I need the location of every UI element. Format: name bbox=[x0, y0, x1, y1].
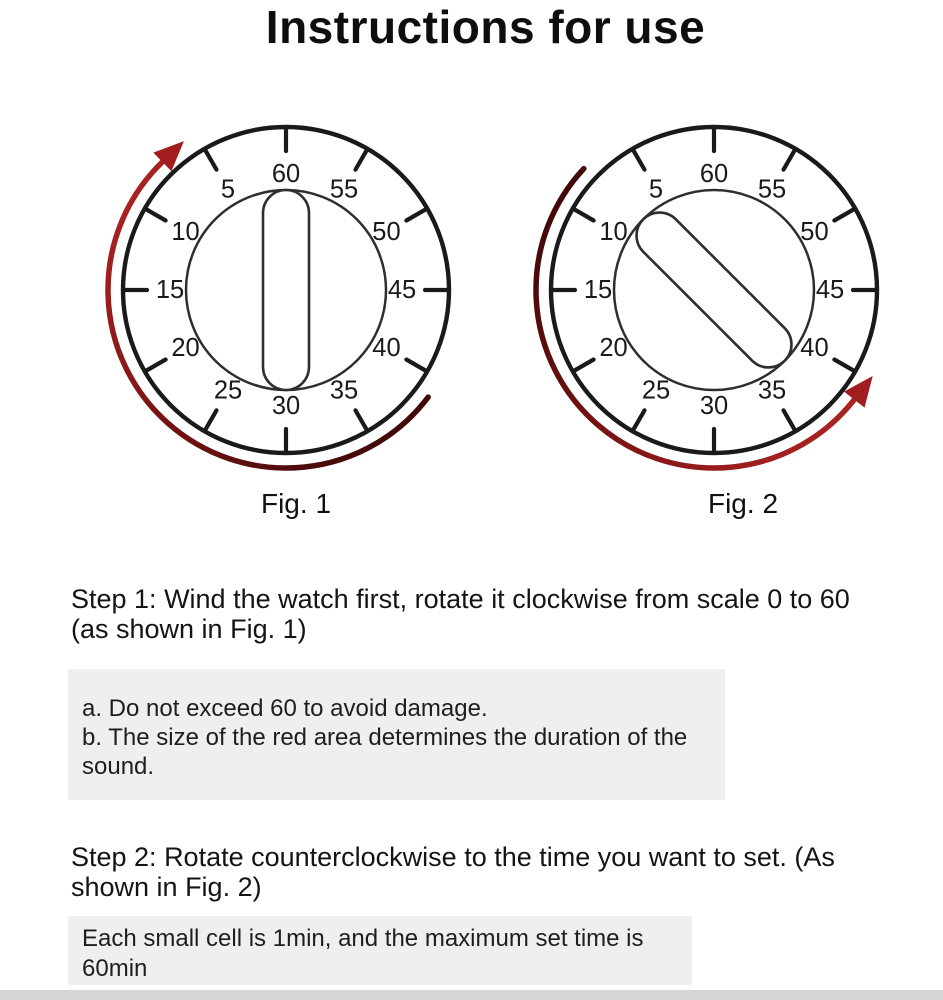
page-bottom-edge bbox=[0, 990, 943, 1000]
dial-scale-label: 40 bbox=[800, 334, 829, 362]
dial-scale-label: 35 bbox=[757, 376, 787, 405]
dial-scale-label: 35 bbox=[329, 376, 359, 405]
step-2-text bbox=[71, 842, 835, 902]
timer-dial-1-diagram bbox=[86, 105, 506, 505]
step-1-text bbox=[71, 584, 850, 644]
timer-knob bbox=[263, 190, 309, 390]
dial-tick bbox=[147, 360, 166, 371]
step-2-line-1: Step 2: Rotate counterclockwise to the time you want to set. (As bbox=[71, 842, 835, 872]
dial-tick bbox=[356, 410, 367, 429]
dial-scale-label: 25 bbox=[641, 376, 671, 405]
figure-1 bbox=[86, 105, 506, 530]
note-2-line-2: 60min bbox=[82, 955, 148, 982]
dial-scale-label: 30 bbox=[271, 392, 301, 420]
dial-scale-label: 5 bbox=[220, 175, 236, 204]
dial-scale-label: 10 bbox=[599, 218, 628, 246]
dial-scale-label: 25 bbox=[213, 376, 243, 405]
dial-scale-label: 50 bbox=[372, 218, 401, 246]
dial-tick bbox=[575, 210, 594, 221]
dial-tick bbox=[406, 360, 425, 371]
timer-dial-2-diagram bbox=[514, 105, 934, 505]
dial-tick bbox=[784, 410, 795, 429]
step-1-line-2: (as shown in Fig. 1) bbox=[71, 614, 307, 644]
dial-scale-label: 5 bbox=[648, 175, 664, 204]
note-1-line-2: b. The size of the red area determines the duration of the bbox=[82, 724, 688, 751]
dial-scale-label: 15 bbox=[155, 276, 185, 304]
dial-scale-label: 30 bbox=[699, 392, 729, 420]
dial-scale-label: 45 bbox=[387, 276, 417, 304]
dial-tick bbox=[356, 151, 367, 170]
dial-scale-label: 40 bbox=[372, 334, 401, 362]
figure-2 bbox=[514, 105, 934, 530]
dial-scale-label: 55 bbox=[757, 175, 787, 204]
dial-scale-label: 50 bbox=[800, 218, 829, 246]
dial-tick bbox=[206, 410, 217, 429]
dial-tick bbox=[406, 210, 425, 221]
dial-scale-label: 45 bbox=[815, 276, 845, 304]
dial-scale-label: 20 bbox=[599, 334, 628, 362]
note-1-line-3: sound. bbox=[82, 753, 155, 780]
dial-scale-label: 60 bbox=[271, 160, 301, 188]
note-box-2 bbox=[68, 916, 692, 985]
dial-tick bbox=[575, 360, 594, 371]
dial-tick bbox=[834, 210, 853, 221]
dial-tick bbox=[834, 360, 853, 371]
note-1-line-1: a. Do not exceed 60 to avoid damage. bbox=[82, 695, 488, 722]
figure-1-caption: Fig. 1 bbox=[260, 488, 332, 519]
dial-tick bbox=[634, 151, 645, 170]
dial-tick bbox=[634, 410, 645, 429]
step-1-line-1: Step 1: Wind the watch first, rotate it clockwise from scale 0 to 60 bbox=[71, 584, 850, 614]
timer-knob bbox=[627, 203, 801, 377]
figure-2-caption: Fig. 2 bbox=[707, 488, 779, 519]
dial-tick bbox=[147, 210, 166, 221]
dial-scale-label: 10 bbox=[171, 218, 200, 246]
note-2-line-1: Each small cell is 1min, and the maximum set time is bbox=[82, 925, 644, 952]
note-box-1 bbox=[68, 669, 725, 800]
dial-scale-label: 60 bbox=[699, 160, 729, 188]
page-title: Instructions for use bbox=[265, 1, 706, 53]
step-2-line-2: shown in Fig. 2) bbox=[71, 872, 262, 902]
dial-scale-label: 15 bbox=[583, 276, 613, 304]
dial-scale-label: 55 bbox=[329, 175, 359, 204]
dial-scale-label: 20 bbox=[171, 334, 200, 362]
dial-tick bbox=[784, 151, 795, 170]
dial-tick bbox=[206, 151, 217, 170]
